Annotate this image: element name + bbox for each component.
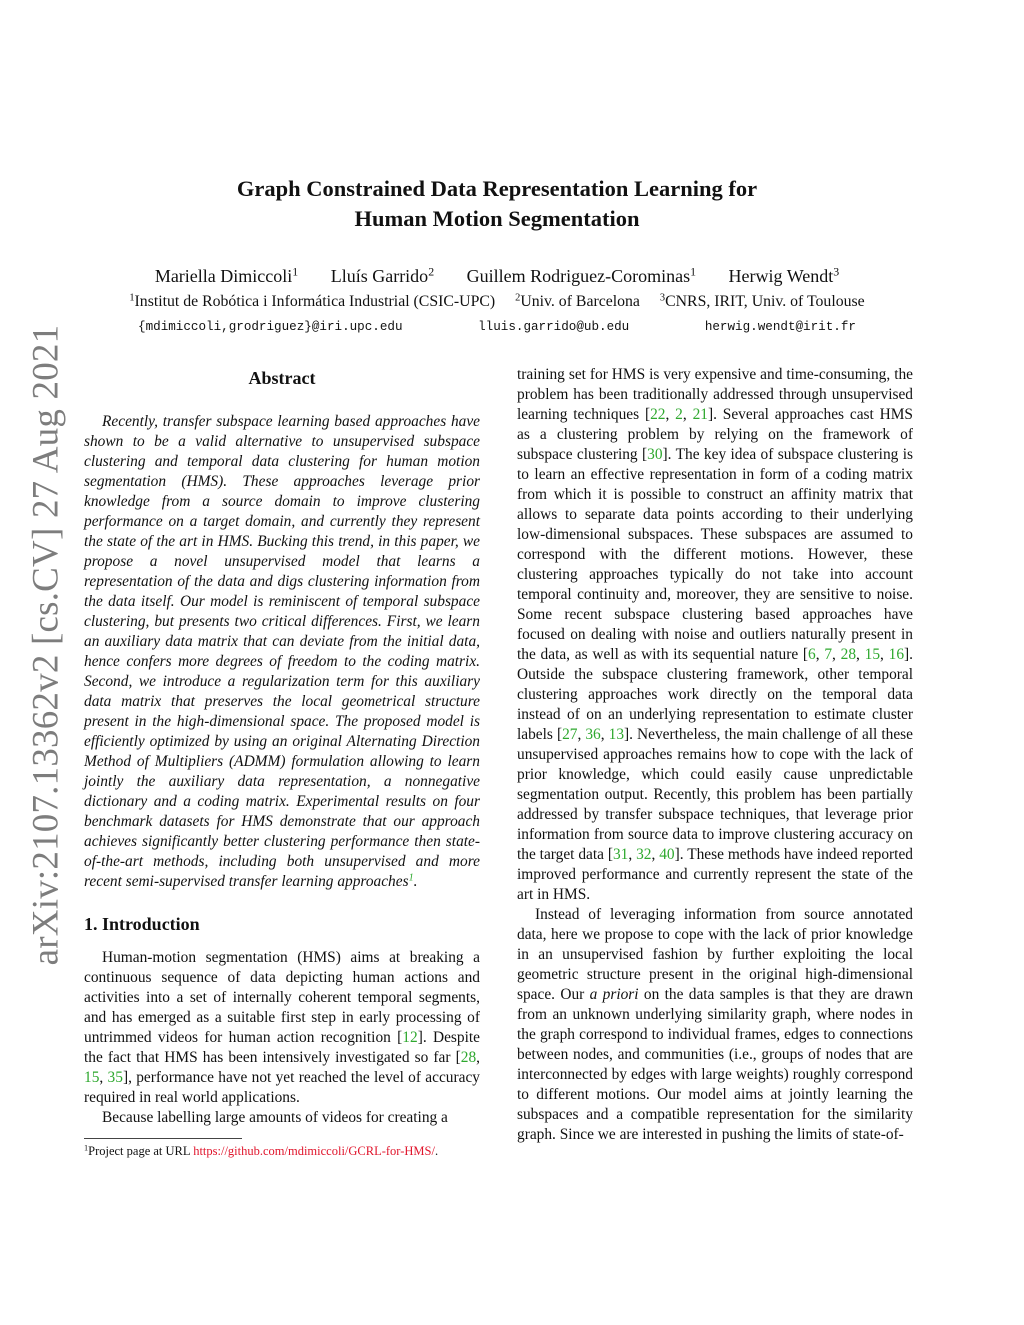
citation-link[interactable]: 27 — [562, 726, 578, 743]
footnote-divider — [84, 1138, 242, 1139]
citation-link[interactable]: 22 — [650, 406, 666, 423]
abstract-heading: Abstract — [248, 368, 316, 388]
intro-paragraph-1: Human-motion segmentation (HMS) aims at breaking a continuous sequence of data depicting human actions and activities into a set of internally coherent temporal segments, and has emerged as a suitable first step in early processing of untrimmed videos for human action recognition [12]. Despite the fact that HMS has been intensively investigated so far [28, 15, 35], performance have not yet reached the level of accuracy required in real world applications. — [84, 949, 480, 1106]
citation-link[interactable]: 21 — [692, 406, 708, 423]
citation-link[interactable]: 28 — [840, 646, 857, 663]
intro-paragraph-3: Instead of leveraging information from source annotated data, here we propose to cope with the lack of prior knowledge in an unsupervised fashion by further exploiting the local geometric structure present in the original high-dimensional space. Our a priori on the data samples is that they are drawn from an unknown underlying similarity graph, where nodes in the graph correspond to individual frames, edges to connections between nodes, and communities (i.e., groups of nodes that are interconnected by edges with large weights) roughly correspond to different motions. Our model aims at jointly learning the subspaces and a compatible representation for the similarity graph. Since we are interested in pushing the limits of state-of- — [517, 906, 914, 1143]
affiliation-list — [60, 291, 934, 313]
section-heading-introduction: 1. Introduction — [84, 914, 200, 934]
citation-link[interactable]: 28 — [460, 1049, 477, 1066]
email: {mdimiccoli,grodriguez}@iri.upc.edu — [138, 320, 403, 334]
right-column — [517, 365, 913, 1145]
citation-link[interactable]: 7 — [824, 646, 833, 663]
email-list — [60, 318, 934, 336]
footnote-marker[interactable]: 1 — [408, 872, 414, 884]
citation-link[interactable]: 13 — [608, 726, 625, 743]
arxiv-identifier: arXiv:2107.13362v2 [cs.CV] 27 Aug 2021 — [25, 324, 67, 966]
project-page-link[interactable]: https://github.com/mdimiccoli/GCRL-for-HMS/ — [193, 1144, 435, 1158]
affiliation: $^1$Institut de Robótica i Informática Industrial (CSIC-UPC) — [129, 292, 496, 310]
title-line-2: Human Motion Segmentation — [354, 206, 640, 231]
intro-paragraph-2-continued: training set for HMS is very expensive and time-consuming, the problem has been traditionally addressed through unsupervised learning techniques [22, 2, 21]. Several approaches cast HMS as a clustering problem by relying on the framework of subspace clustering [30]. The key idea of subspace clustering is to learn an effective representation in form of a coding matrix from which it is possible to construct an affinity matrix that allows to separate data points according to their underlying low-dimensional subspaces. These subspaces are assumed to correspond with the different motions. However, these clustering approaches typically do not take into account temporal continuity and, moreover, they are sensitive to noise. Some recent subspace clustering based approaches have focused on dealing with noise and outliers naturally present in the data, as well as with its sequential nature [6, 7, 28, 15, 16]. Outside the subspace clustering framework, other temporal clustering approaches work directly on the temporal data instead of on an underlying representation to estimate cluster labels [27, 36, 13]. Nevertheless, the main challenge of all these unsupervised approaches remains how to cope with the lack of prior knowledge, which could easily cause unpredictable segmentation output. Recently, this problem has been partially addressed by transfer subspace techniques, that leverage prior information from source data to improve clustering accuracy on the target data [31, 32, 40]. These methods have indeed reported improved performance and currently represent the state of the art in HMS. — [517, 366, 914, 903]
left-column — [84, 365, 480, 1159]
citation-link[interactable]: 2 — [675, 406, 683, 423]
paper-title — [100, 174, 894, 234]
author: Mariella Dimiccoli$^1$ — [154, 264, 299, 286]
author: Guillem Rodriguez-Corominas$^1$ — [466, 264, 697, 286]
title-line-1: Graph Constrained Data Representation Learning for — [236, 176, 758, 201]
author-list — [80, 264, 914, 288]
citation-link[interactable]: 40 — [659, 846, 675, 863]
intro-paragraph-2-start: Because labelling large amounts of videos for creating a — [102, 1109, 448, 1126]
abstract-body: Recently, transfer subspace learning based approaches have shown to be a valid alternative to unsupervised subspace clustering and temporal data clustering for human motion segmentation (HMS). These approaches leverage prior knowledge from a source domain to improve clustering performance on a target domain, and currently they represent the state of the art in HMS. Bucking this trend, in this paper, we propose a novel unsupervised model that learns a representation of the data and digs clustering information from the data itself. Our model is reminiscent of temporal subspace clustering, but presents two critical differences. First, we learn an auxiliary data matrix that can deviate from the initial data, hence confers more degrees of freedom to the coding matrix. Second, we introduce a regularization term for this auxiliary data matrix that preserves the local geometrical structure present in the high-dimensional space. The proposed model is efficiently optimized by using an original Alternating Direction Method of Multipliers (ADMM) formulation allowing to learn jointly the auxiliary data representation, a nonnegative dictionary and a coding matrix. Experimental results on four benchmark datasets for HMS demonstrate that our approach achieves significantly better clustering performance then state-of-the-art methods, including both unsupervised and more recent semi-supervised transfer learning approaches$^1$. — [84, 413, 480, 890]
author: Lluís Garrido$^2$ — [330, 264, 435, 286]
citation-link[interactable]: 15 — [864, 646, 881, 663]
author: Herwig Wendt$^3$ — [728, 264, 840, 286]
email: herwig.wendt@irit.fr — [704, 320, 856, 334]
citation-link[interactable]: 32 — [636, 846, 652, 863]
affiliation: $^2$Univ. of Barcelona — [515, 292, 640, 310]
citation-link[interactable]: 15 — [84, 1069, 100, 1086]
citation-link[interactable]: 16 — [888, 646, 905, 663]
affiliation: $^3$CNRS, IRIT, Univ. of Toulouse — [659, 292, 865, 310]
citation-link[interactable]: 12 — [402, 1029, 418, 1046]
citation-link[interactable]: 35 — [107, 1069, 123, 1086]
citation-link[interactable]: 36 — [585, 726, 601, 743]
email: lluis.garrido@ub.edu — [478, 320, 630, 334]
citation-link[interactable]: 6 — [808, 646, 816, 663]
citation-link[interactable]: 31 — [612, 846, 629, 863]
footnote: $^1$Project page at URL https://github.com/mdimiccoli/GCRL-for-HMS/. — [84, 1143, 439, 1158]
citation-link[interactable]: 30 — [647, 446, 663, 463]
